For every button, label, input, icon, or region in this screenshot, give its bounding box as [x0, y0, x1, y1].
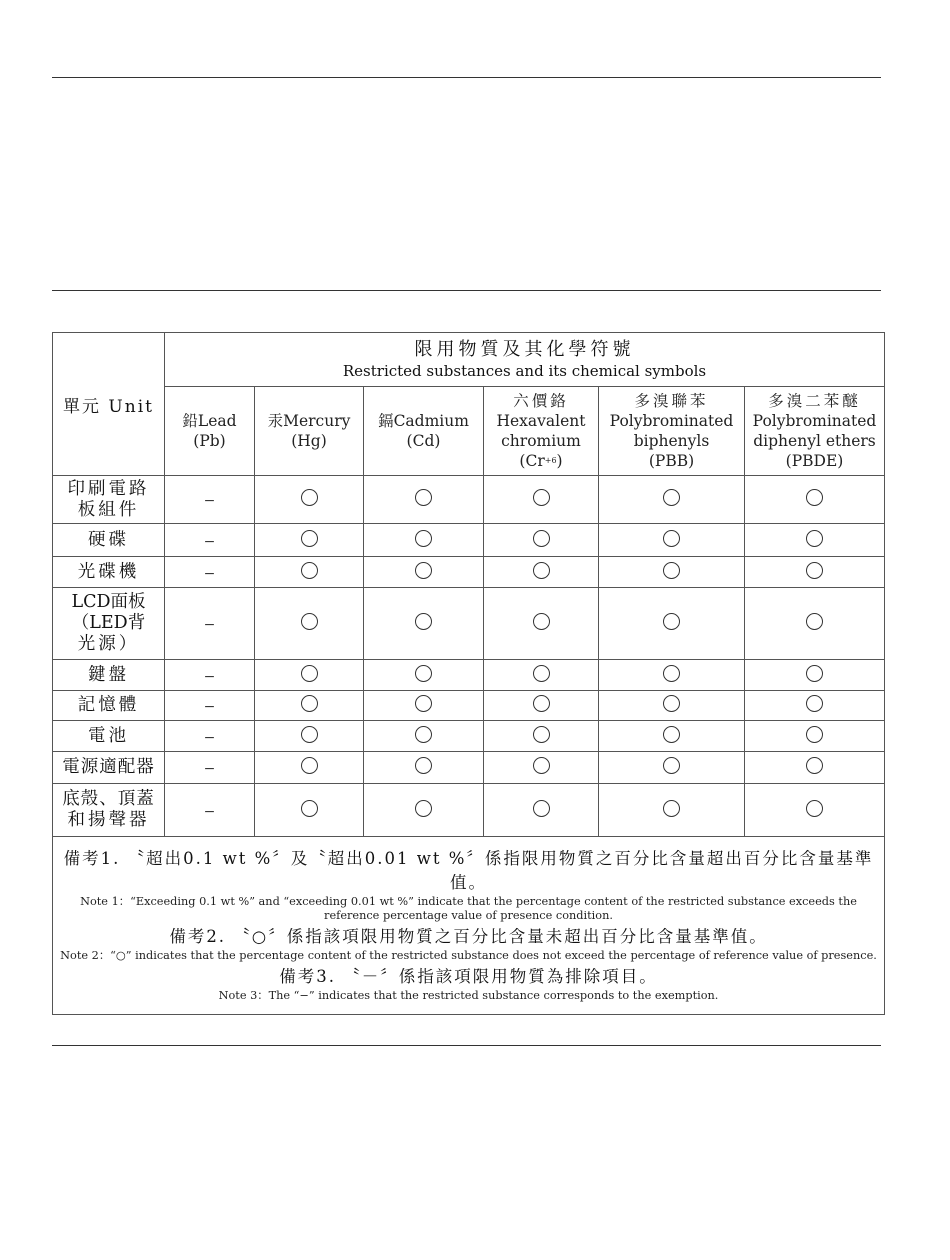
row-label-line: （LED背: [71, 613, 146, 633]
cell-compliant: [599, 524, 745, 557]
note-2-en: Note 2：“○” indicates that the percentage content of the restricted substance does not exceed the percentage of reference value of presence.: [60, 948, 877, 962]
column-header-line: (Cd): [406, 432, 441, 450]
row-label-line: 和揚聲器: [67, 810, 150, 830]
column-header-line: (Pb): [193, 432, 226, 450]
notes-section: [53, 837, 885, 1015]
circle-mark: [663, 695, 680, 712]
cell-exempt: [165, 660, 255, 691]
cell-compliant: [745, 524, 885, 557]
circle-mark: [415, 489, 432, 506]
column-header-line: 多溴聯苯: [634, 392, 709, 410]
dash-mark: −: [203, 565, 216, 582]
row-label: [53, 784, 165, 837]
note-2-zh: 備考2. 〝○〞係指該項限用物質之百分比含量未超出百分比含量基準值。: [169, 926, 768, 946]
table-row: [53, 691, 885, 721]
circle-mark: [533, 665, 550, 682]
row-label-line: 鍵盤: [88, 664, 129, 685]
dash-mark: −: [203, 699, 216, 715]
cell-compliant: [484, 476, 599, 524]
dash-mark: −: [203, 493, 216, 509]
note-3-zh: 備考3. 〝－〞係指該項限用物質為排除項目。: [279, 966, 658, 986]
circle-mark: [415, 613, 432, 630]
note-1-zh: 備考1. 〝超出0.1 wt %〞及〝超出0.01 wt %〞係指限用物質之百分比含量超出百分比含量基準值。: [63, 848, 874, 892]
dash-mark: −: [203, 803, 216, 820]
row-label: [53, 557, 165, 588]
cell-compliant: [364, 752, 484, 784]
rohs-table-container: [52, 332, 884, 1015]
cell-exempt: [165, 691, 255, 721]
circle-mark: [415, 665, 432, 682]
column-header-line: 六價鉻: [513, 392, 569, 410]
cell-compliant: [599, 660, 745, 691]
circle-mark: [415, 726, 432, 743]
cell-compliant: [745, 588, 885, 660]
cell-compliant: [745, 752, 885, 784]
circle-mark: [663, 562, 680, 579]
cell-exempt: [165, 476, 255, 524]
circle-mark: [301, 726, 318, 743]
substances-title-en: Restricted substances and its chemical symbols: [342, 361, 707, 380]
cell-compliant: [745, 691, 885, 721]
cell-exempt: [165, 557, 255, 588]
cell-compliant: [364, 588, 484, 660]
cell-exempt: [165, 721, 255, 752]
cell-compliant: [484, 691, 599, 721]
cell-compliant: [484, 557, 599, 588]
circle-mark: [806, 665, 823, 682]
cell-compliant: [364, 721, 484, 752]
cell-compliant: [599, 476, 745, 524]
table-row: [53, 476, 885, 524]
row-label-line: 電源適配器: [62, 757, 155, 777]
circle-mark: [301, 665, 318, 682]
cell-compliant: [599, 588, 745, 660]
table-row: [53, 660, 885, 691]
cell-compliant: [599, 721, 745, 752]
top-divider: [52, 77, 881, 78]
column-header-cadmium: [364, 387, 484, 476]
cell-compliant: [255, 691, 364, 721]
circle-mark: [663, 489, 680, 506]
dash-mark: −: [203, 668, 216, 685]
circle-mark: [663, 530, 680, 547]
table-row: [53, 588, 885, 660]
table-row: [53, 721, 885, 752]
cell-compliant: [484, 752, 599, 784]
cell-compliant: [364, 784, 484, 837]
row-label: [53, 691, 165, 721]
column-header-pbde: [745, 387, 885, 476]
circle-mark: [533, 530, 550, 547]
table-row: [53, 752, 885, 784]
cell-compliant: [255, 721, 364, 752]
dash-mark: −: [203, 729, 216, 746]
circle-mark: [533, 757, 550, 774]
circle-mark: [663, 613, 680, 630]
circle-mark: [415, 695, 432, 712]
cell-compliant: [364, 476, 484, 524]
circle-mark: [301, 757, 318, 774]
row-label: [53, 476, 165, 524]
column-header-line: 鎘Cadmium: [378, 412, 469, 430]
circle-mark: [806, 757, 823, 774]
cell-exempt: [165, 524, 255, 557]
circle-mark: [533, 613, 550, 630]
circle-mark: [415, 530, 432, 547]
circle-mark: [301, 800, 318, 817]
row-label-line: 電池: [88, 725, 129, 746]
column-header-line: 鉛Lead: [182, 412, 237, 430]
circle-mark: [806, 800, 823, 817]
cell-compliant: [364, 557, 484, 588]
dash-mark: −: [203, 533, 216, 550]
bottom-divider: [52, 1045, 881, 1046]
dash-mark: −: [203, 761, 216, 777]
table-row: [53, 557, 885, 588]
circle-mark: [301, 530, 318, 547]
cell-compliant: [745, 721, 885, 752]
cell-exempt: [165, 588, 255, 660]
cell-compliant: [255, 524, 364, 557]
circle-mark: [301, 562, 318, 579]
cell-compliant: [484, 660, 599, 691]
upper-divider: [52, 290, 881, 291]
row-label-line: 光碟機: [77, 561, 140, 582]
table-row: [53, 524, 885, 557]
column-header-line: (PBDE): [785, 452, 844, 470]
column-header-line: Polybrominated: [609, 412, 734, 430]
symbol-base: (Cr: [519, 452, 545, 470]
circle-mark: [301, 489, 318, 506]
row-label: [53, 524, 165, 557]
substances-title: [165, 333, 885, 387]
column-header-line: (PBB): [648, 452, 695, 470]
circle-mark: [415, 562, 432, 579]
circle-mark: [663, 665, 680, 682]
symbol-superscript: +6: [544, 456, 557, 465]
dash-mark: −: [203, 617, 216, 633]
cell-compliant: [364, 660, 484, 691]
cell-compliant: [745, 557, 885, 588]
circle-mark: [663, 800, 680, 817]
cell-compliant: [484, 784, 599, 837]
cell-compliant: [255, 557, 364, 588]
column-header-hexavalent-chromium: [484, 387, 599, 476]
row-label-line: 印刷電路: [67, 478, 150, 499]
circle-mark: [533, 726, 550, 743]
column-header-pbb: [599, 387, 745, 476]
column-header-line: (Hg): [291, 432, 327, 450]
circle-mark: [415, 800, 432, 817]
column-header-line: Hexavalent: [496, 412, 586, 430]
circle-mark: [415, 757, 432, 774]
row-label-line: LCD面板: [71, 592, 146, 612]
cell-compliant: [599, 752, 745, 784]
restricted-substances-table: [52, 332, 885, 1015]
cell-compliant: [255, 752, 364, 784]
circle-mark: [806, 726, 823, 743]
column-header-line: diphenyl ethers: [753, 432, 876, 450]
cell-compliant: [364, 691, 484, 721]
row-label: [53, 721, 165, 752]
cell-compliant: [745, 660, 885, 691]
row-label-line: 硬碟: [88, 529, 129, 550]
row-label: [53, 660, 165, 691]
cell-compliant: [255, 784, 364, 837]
cell-compliant: [599, 557, 745, 588]
column-header-lead: [165, 387, 255, 476]
column-header-line: chromium: [501, 432, 581, 450]
circle-mark: [533, 562, 550, 579]
cell-compliant: [484, 588, 599, 660]
cell-compliant: [255, 588, 364, 660]
column-header-symbol: [484, 451, 598, 471]
cell-compliant: [484, 721, 599, 752]
row-label: [53, 752, 165, 784]
circle-mark: [806, 489, 823, 506]
circle-mark: [806, 530, 823, 547]
row-label-line: 底殼、頂蓋: [62, 789, 155, 809]
row-label-line: 光源）: [77, 634, 140, 654]
circle-mark: [533, 695, 550, 712]
cell-compliant: [364, 524, 484, 557]
cell-compliant: [255, 660, 364, 691]
cell-exempt: [165, 752, 255, 784]
circle-mark: [806, 613, 823, 630]
substances-title-zh: 限用物質及其化學符號: [414, 338, 635, 360]
cell-compliant: [255, 476, 364, 524]
circle-mark: [806, 695, 823, 712]
unit-header: 單元 Unit: [53, 333, 165, 476]
row-label: [53, 588, 165, 660]
row-label-line: 記憶體: [77, 695, 140, 715]
column-header-mercury: [255, 387, 364, 476]
circle-mark: [533, 800, 550, 817]
cell-compliant: [599, 784, 745, 837]
cell-compliant: [745, 476, 885, 524]
symbol-end: ): [556, 452, 563, 470]
column-header-line: 多溴二苯醚: [768, 392, 861, 410]
circle-mark: [806, 562, 823, 579]
column-header-line: biphenyls: [633, 432, 710, 450]
cell-exempt: [165, 784, 255, 837]
circle-mark: [663, 757, 680, 774]
column-header-line: Polybrominated: [752, 412, 877, 430]
cell-compliant: [745, 784, 885, 837]
cell-compliant: [484, 524, 599, 557]
note-1-en: Note 1：“Exceeding 0.1 wt %” and “exceeding 0.01 wt %” indicate that the percentage content of the restricted substance exceeds the reference percentage value of presence condition.: [80, 894, 857, 922]
cell-compliant: [599, 691, 745, 721]
row-label-line: 板組件: [77, 499, 140, 520]
table-row: [53, 784, 885, 837]
circle-mark: [301, 695, 318, 712]
note-3-en: Note 3：The “−” indicates that the restricted substance corresponds to the exemption.: [218, 988, 719, 1002]
circle-mark: [663, 726, 680, 743]
circle-mark: [533, 489, 550, 506]
column-header-line: 汞Mercury: [267, 412, 351, 430]
circle-mark: [301, 613, 318, 630]
